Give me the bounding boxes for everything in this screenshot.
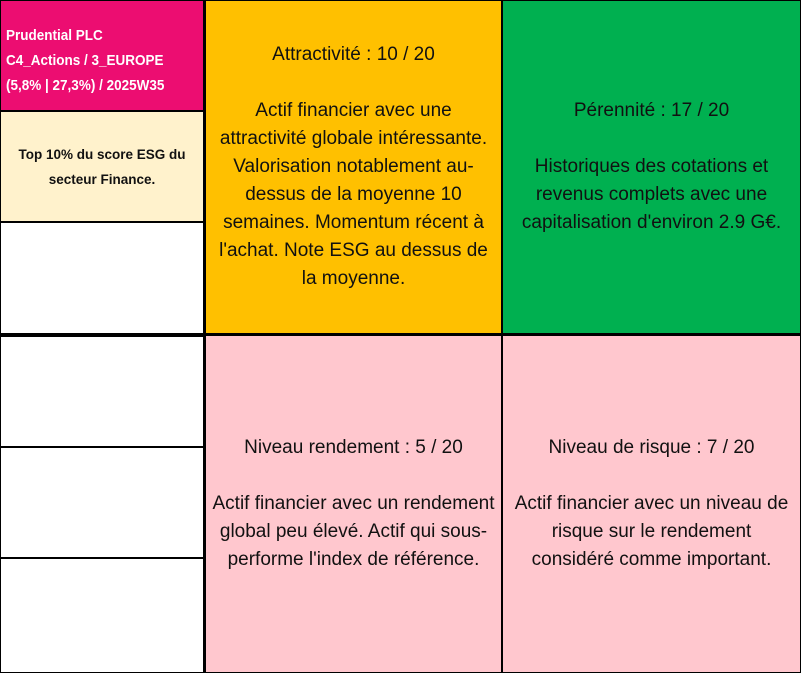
rendement-description: Actif financier avec un rendement global peu élevé. Actif qui sous-performe l'index de référence. xyxy=(212,492,495,570)
asset-name: Prudential PLC xyxy=(6,27,103,44)
esg-note-cell xyxy=(0,111,205,222)
perennite-cell xyxy=(502,0,801,334)
risque-cell xyxy=(502,334,801,673)
asset-header-text xyxy=(6,23,182,98)
asset-header xyxy=(0,0,205,111)
esg-note: Top 10% du score ESG du secteur Finance. xyxy=(18,146,186,187)
asset-category: C4_Actions / 3_EUROPE xyxy=(6,52,164,69)
asset-metrics: (5,8% | 27,3%) / 2025W35 xyxy=(6,77,165,94)
attractivite-cell xyxy=(205,0,502,334)
attractivite-title: Attractivité : 10 / 20 xyxy=(272,44,435,65)
risque-description: Actif financier avec un niveau de risque sur le rendement considéré comme important. xyxy=(514,492,789,570)
perennite-description: Historiques des cotations et revenus complets avec une capitalisation d'environ 2.9 G€. xyxy=(521,156,782,233)
rendement-title: Niveau rendement : 5 / 20 xyxy=(244,436,463,458)
empty-cell-1 xyxy=(0,222,205,334)
attractivite-description: Actif financier avec une attractivité globale intéressante. Valorisation notablement au-dessus de la moyenne 10 semaines. Momentum récent à l'achat. Note ESG au dessus de la moyenne. xyxy=(219,100,488,289)
rendement-cell xyxy=(205,334,502,673)
empty-cell-3 xyxy=(0,447,205,558)
perennite-title: Pérennité : 17 / 20 xyxy=(573,100,730,121)
empty-cell-2 xyxy=(0,336,205,447)
empty-cell-4 xyxy=(0,558,205,673)
row-separator xyxy=(0,333,801,336)
risque-title: Niveau de risque : 7 / 20 xyxy=(548,436,755,458)
